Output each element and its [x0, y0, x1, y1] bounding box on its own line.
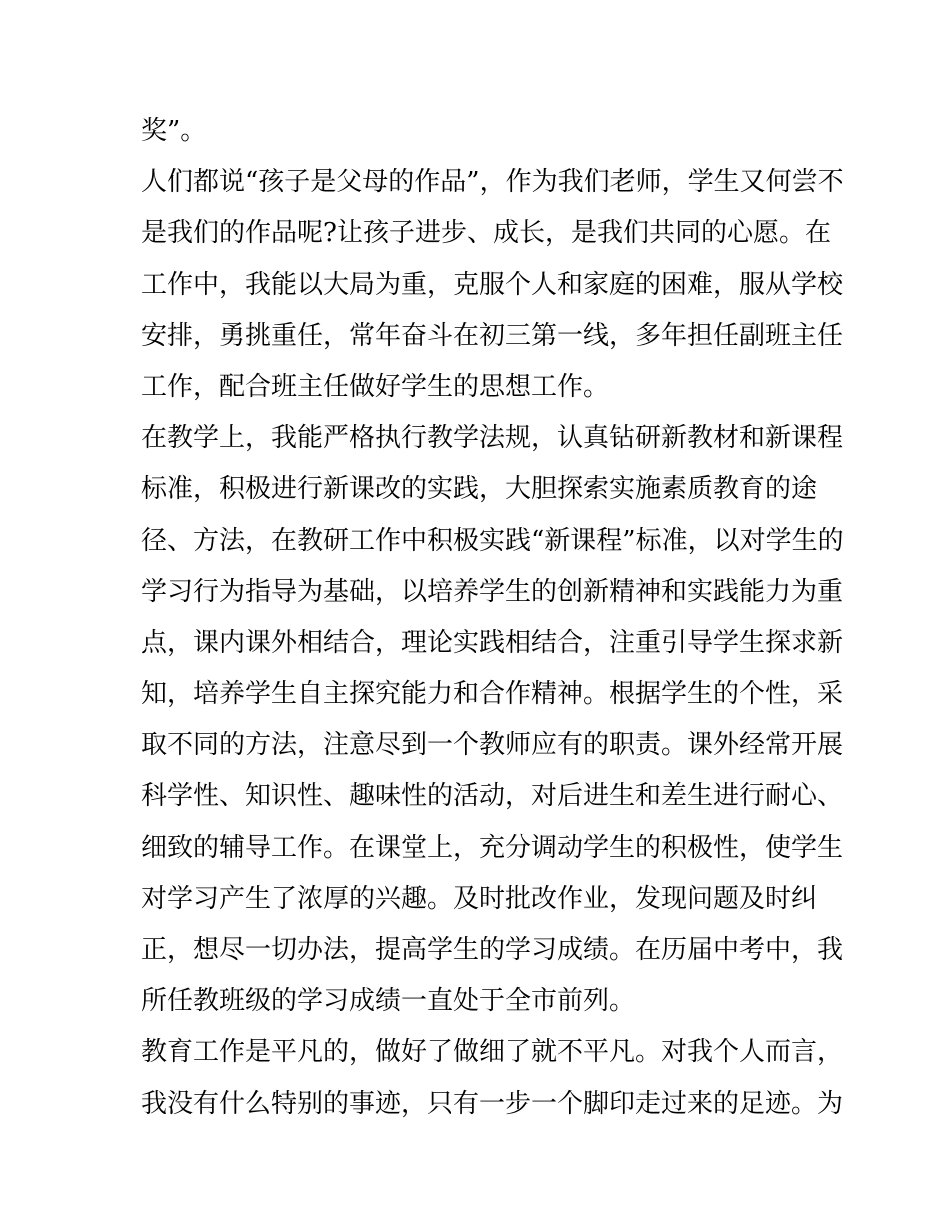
text-line: 工作，配合班主任做好学生的思想工作。: [141, 371, 610, 402]
text-line: 取不同的方法，注意尽到一个教师应有的职责。课外经常开展: [141, 730, 844, 761]
text-line: 正，想尽一切办法，提高学生的学习成绩。在历届中考中，我: [141, 935, 844, 965]
text-line: 学习行为指导为基础，以培养学生的创新精神和实践能力为重: [141, 576, 844, 607]
text-line: 点，课内课外相结合，理论实践相结合，注重引导学生探求新: [141, 627, 844, 658]
text-line: 我没有什么特别的事迹，只有一步一个脚印走过来的足迹。为: [141, 1088, 844, 1119]
text-line: 对学习产生了浓厚的兴趣。及时批改作业，发现问题及时纠: [141, 883, 818, 914]
text-line: 标准，积极进行新课改的实践，大胆探索实施素质教育的途: [141, 474, 818, 505]
text-line: 教育工作是平凡的，做好了做细了就不平凡。对我个人而言，: [141, 1037, 844, 1068]
text-line: 工作中，我能以大局为重，克服个人和家庭的困难，服从学校: [141, 269, 844, 300]
text-line: 奖”。: [141, 116, 207, 146]
text-line: 安排，勇挑重任，常年奋斗在初三第一线，多年担任副班主任: [141, 320, 844, 351]
text-line: 所任教班级的学习成绩一直处于全市前列。: [141, 986, 636, 1017]
text-line: 科学性、知识性、趣味性的活动，对后进生和差生进行耐心、: [141, 781, 844, 812]
text-line: 知，培养学生自主探究能力和合作精神。根据学生的个性，采: [141, 679, 844, 710]
text-line: 细致的辅导工作。在课堂上，充分调动学生的积极性，使学生: [141, 832, 844, 863]
document-body: [141, 106, 844, 1130]
text-line: 在教学上，我能严格执行教学法规，认真钻研新教材和新课程: [141, 423, 844, 454]
text-line: 径、方法，在教研工作中积极实践“新课程”标准，以对学生的: [141, 525, 844, 556]
text-line: 是我们的作品呢?让孩子进步、成长，是我们共同的心愿。在: [141, 218, 831, 249]
text-line: 人们都说“孩子是父母的作品”，作为我们老师，学生又何尝不: [141, 167, 844, 198]
